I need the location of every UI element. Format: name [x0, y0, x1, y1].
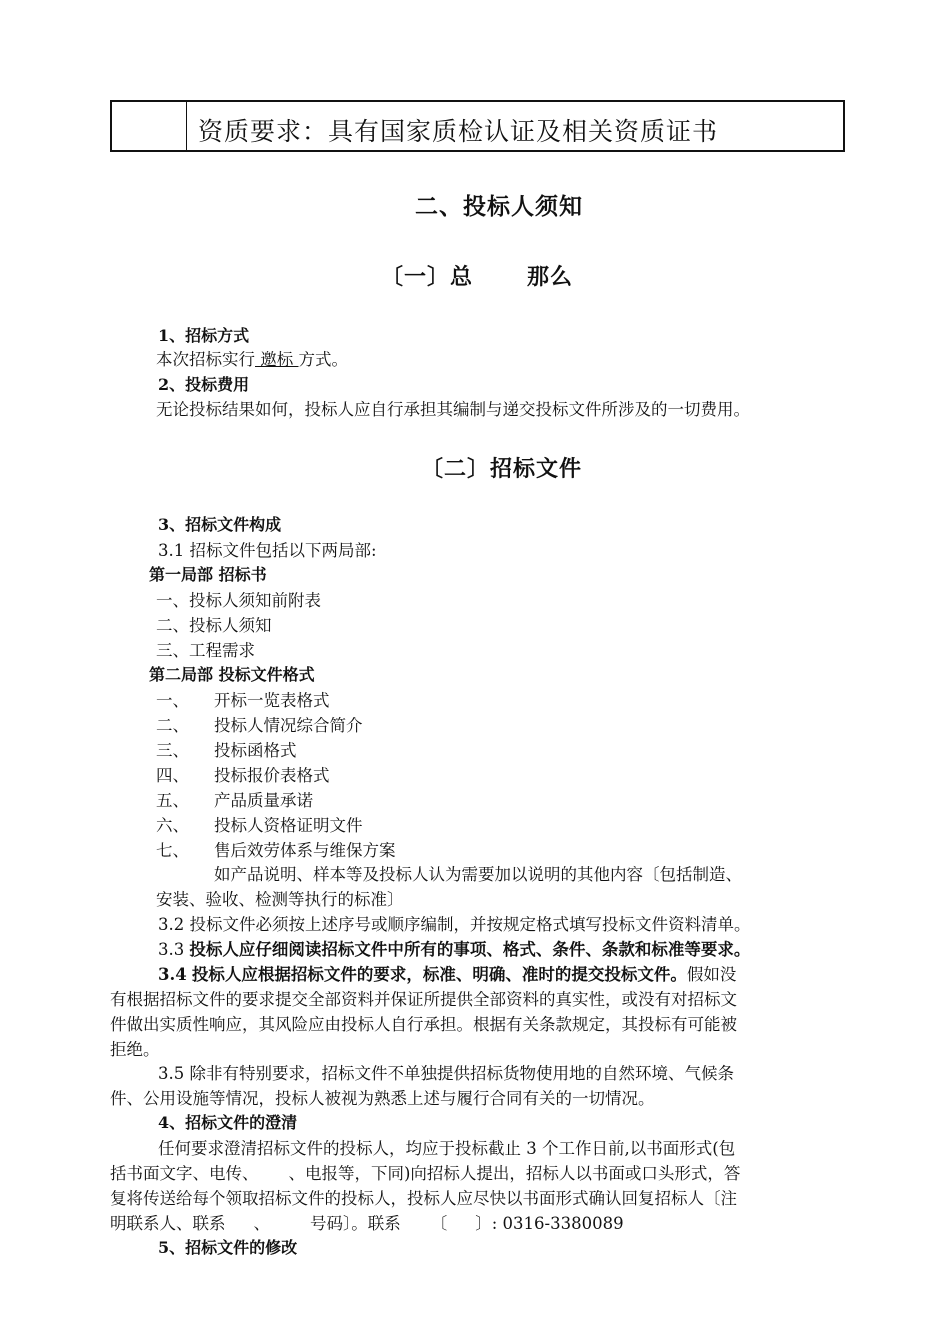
- s1-prefix: 本次招标实行: [156, 350, 255, 369]
- s3-p34-line4: 拒绝。: [110, 1040, 160, 1059]
- s3-p32: 3.2 投标文件必须按上述序号或顺序编制，并按规定格式填写投标文件资料清单。: [158, 915, 751, 934]
- s3-title: 3、招标文件构成: [158, 515, 282, 534]
- s4-line4-e: 〕: 0316-3380089: [475, 1214, 624, 1233]
- subheading-general-part-b: 那么: [527, 264, 574, 290]
- s3-p34-line1: [158, 961, 736, 985]
- qualification-table: [110, 100, 845, 152]
- part2-item: 投标人资格证明文件: [214, 816, 363, 835]
- part2-item: 售后效劳体系与维保方案: [214, 841, 396, 860]
- part1-item: 二、投标人须知: [156, 616, 272, 635]
- part2-item-num: 六、: [156, 816, 189, 835]
- s4-line4-a: 明联系人、联系: [110, 1214, 226, 1233]
- subheading-general-part-a: 〔一〕总: [381, 264, 474, 290]
- s4-line2-a: 括书面文字、电传、: [110, 1164, 259, 1183]
- part2-item: 投标报价表格式: [214, 766, 330, 785]
- s3-p33: [158, 936, 750, 960]
- s4-line4-b: 、: [253, 1214, 270, 1233]
- part2-item-num: 二、: [156, 716, 189, 735]
- s4-line4: [110, 1210, 624, 1234]
- s3-p34-bold: 投标人应根据招标文件的要求，标准、明确、准时的提交投标文件。: [191, 965, 687, 984]
- s4-line4-d: 〔: [430, 1214, 448, 1233]
- s3-part1-heading: 第一局部 招标书: [149, 565, 267, 584]
- s3-p34-tail: 假如没: [686, 965, 737, 984]
- part2-item: 产品质量承诺: [214, 791, 313, 810]
- s1-suffix: 方式。: [298, 350, 348, 369]
- s4-line3: 复将传送给每个领取招标文件的投标人，投标人应尽快以书面形式确认回复招标人〔注: [110, 1189, 737, 1208]
- s3-p34-line3: 件做出实质性响应，其风险应由投标人自行承担。根据有关条款规定，其投标有可能被: [110, 1015, 737, 1034]
- s2-title: 2、投标费用: [158, 375, 250, 394]
- part2-item: 投标人情况综合简介: [214, 716, 363, 735]
- part2-item-num: 五、: [156, 791, 189, 810]
- s3-part2-heading: 第二局部 投标文件格式: [149, 665, 315, 684]
- part2-item-num: 七、: [156, 841, 189, 860]
- s3-p31: 3.1 招标文件包括以下两局部:: [158, 541, 377, 560]
- table-empty-cell: [112, 102, 187, 150]
- s3-p34-num: 3.4: [158, 965, 187, 984]
- s1-title: 1、招标方式: [158, 326, 250, 345]
- section-heading-bidder-notice: 二、投标人须知: [415, 193, 583, 220]
- s1-method: 邀标: [255, 350, 299, 369]
- s4-line2-b: 、电报等，下同)向招标人提出，招标人以书面或口头形式，答: [288, 1164, 741, 1183]
- part2-item-num: 三、: [156, 741, 189, 760]
- part2-item: 开标一览表格式: [214, 691, 330, 710]
- s3-p34-line2: 有根据招标文件的要求提交全部资料并保证所提供全部资料的真实性，或没有对招标文: [110, 990, 737, 1009]
- part2-item: 投标函格式: [214, 741, 297, 760]
- part1-item: 三、工程需求: [156, 641, 255, 660]
- s4-line1: 任何要求澄清招标文件的投标人，均应于投标截止 3 个工作日前,以书面形式(包: [158, 1139, 736, 1158]
- s2-text: 无论投标结果如何，投标人应自行承担其编制与递交投标文件所涉及的一切费用。: [156, 400, 750, 419]
- s4-line4-c: 号码〕。联系: [310, 1214, 401, 1233]
- subheading-general: [381, 260, 573, 291]
- s1-text: [156, 346, 348, 370]
- qualification-text: 资质要求：具有国家质检认证及相关资质证书: [198, 117, 719, 146]
- s4-line2: [110, 1160, 740, 1184]
- part1-item: 一、投标人须知前附表: [156, 591, 321, 610]
- s5-title: 5、招标文件的修改: [158, 1238, 298, 1257]
- other-content-line2: 安装、验收、检测等执行的标准〕: [156, 890, 404, 909]
- s3-p35-line2: 件、公用设施等情况，投标人被视为熟悉上述与履行合同有关的一切情况。: [110, 1089, 655, 1108]
- s4-title: 4、招标文件的澄清: [158, 1113, 298, 1132]
- other-content-line1: 如产品说明、样本等及投标人认为需要加以说明的其他内容〔包括制造、: [214, 865, 742, 884]
- s3-p35-line1: 3.5 除非有特别要求，招标文件不单独提供招标货物使用地的自然环境、气候条: [158, 1064, 734, 1083]
- subheading-bid-documents: 〔二〕招标文件: [421, 456, 583, 482]
- s3-p33-num: 3.3: [158, 940, 185, 959]
- s3-p33-text: 投标人应仔细阅读招标文件中所有的事项、格式、条件、条款和标准等要求。: [189, 940, 751, 959]
- part2-item-num: 四、: [156, 766, 189, 785]
- part2-item-num: 一、: [156, 691, 189, 710]
